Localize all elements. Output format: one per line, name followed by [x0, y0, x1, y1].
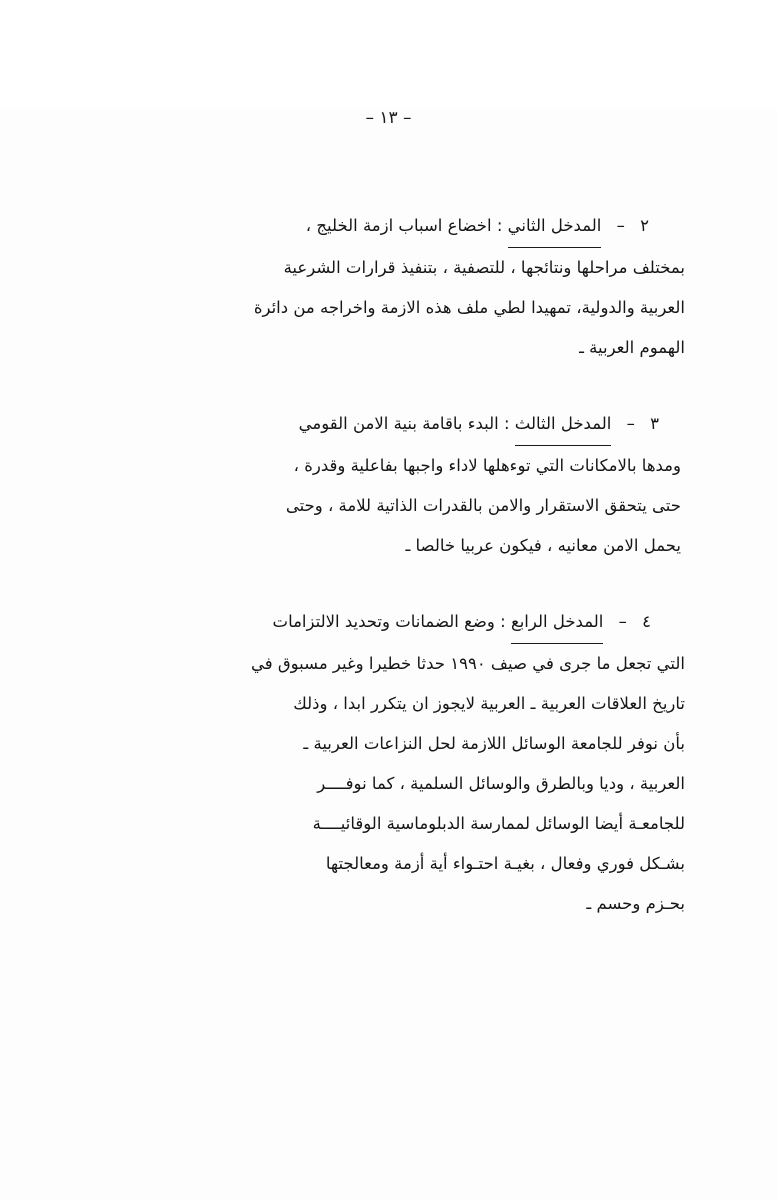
- paragraph-dash: –: [616, 216, 625, 235]
- paragraph-line: [88, 404, 685, 446]
- paragraph-heading: المدخل الثالث: [515, 404, 612, 446]
- paragraph-line-text: : اخضاع اسباب ازمة الخليج ،: [305, 216, 503, 235]
- paragraph-dash: –: [618, 612, 627, 631]
- paragraph-number: ٤: [642, 612, 651, 631]
- paragraph-line: الهموم العربية ـ: [579, 338, 685, 357]
- paragraph-line: بأن نوفر للجامعة الوسائل اللازمة لحل النزاعات العربية ـ: [303, 734, 685, 753]
- paragraph-line: للجامعـة أيضا الوسائل لممارسة الدبلوماسية الوقائيــــة: [312, 814, 685, 833]
- paragraph-block: [88, 404, 685, 566]
- paragraph-line: العربية والدولية، تمهيدا لطي ملف هذه الازمة واخراجه من دائرة: [253, 298, 685, 317]
- paragraph-dash: –: [626, 414, 635, 433]
- paragraph-line: حتى يتحقق الاستقرار والامن بالقدرات الذاتية للامة ، وحتى: [285, 496, 681, 515]
- paragraph-block: [88, 602, 685, 924]
- paragraph-line: بمختلف مراحلها ونتائجها ، للتصفية ، بتنفيذ قرارات الشرعية: [283, 258, 685, 277]
- paragraph-line: بحـزم وحسم ـ: [586, 894, 685, 913]
- paragraph-block: [88, 206, 685, 368]
- paragraph-line: ومدها بالامكانات التي توءهلها لاداء واجبها بفاعلية وقدرة ،: [293, 456, 681, 475]
- paragraph-line-text: : وضع الضمانات وتحديد الالتزامات: [272, 612, 506, 631]
- paragraph-line: [88, 602, 685, 644]
- document-body: [0, 206, 777, 924]
- paragraph-line: بشـكل فوري وفعال ، بغيـة احتـواء أية أزمة ومعالجتها: [325, 854, 685, 873]
- paragraph-number: ٣: [650, 414, 659, 433]
- paragraph-heading: المدخل الثاني: [508, 206, 602, 248]
- paragraph-line: يحمل الامن معانيه ، فيكون عربيا خالصا ـ: [405, 536, 681, 555]
- paragraph-line-text: : البدء باقامة بنية الامن القومي: [298, 414, 510, 433]
- paragraph-line: العربية ، وديا وبالطرق والوسائل السلمية ، كما نوفــــر: [317, 774, 685, 793]
- paragraph-line: تاريخ العلاقات العربية ـ العربية لايجوز ان يتكرر ابدا ، وذلك: [293, 694, 685, 713]
- page-number: – ١٣ –: [365, 108, 412, 128]
- paragraph-number: ٢: [640, 216, 649, 235]
- paragraph-heading: المدخل الرابع: [511, 602, 603, 644]
- document-page: [0, 108, 777, 1200]
- paragraph-line: التي تجعل ما جرى في صيف ١٩٩٠ حدثا خطيرا وغير مسبوق في: [250, 654, 685, 673]
- paragraph-line: [88, 206, 685, 248]
